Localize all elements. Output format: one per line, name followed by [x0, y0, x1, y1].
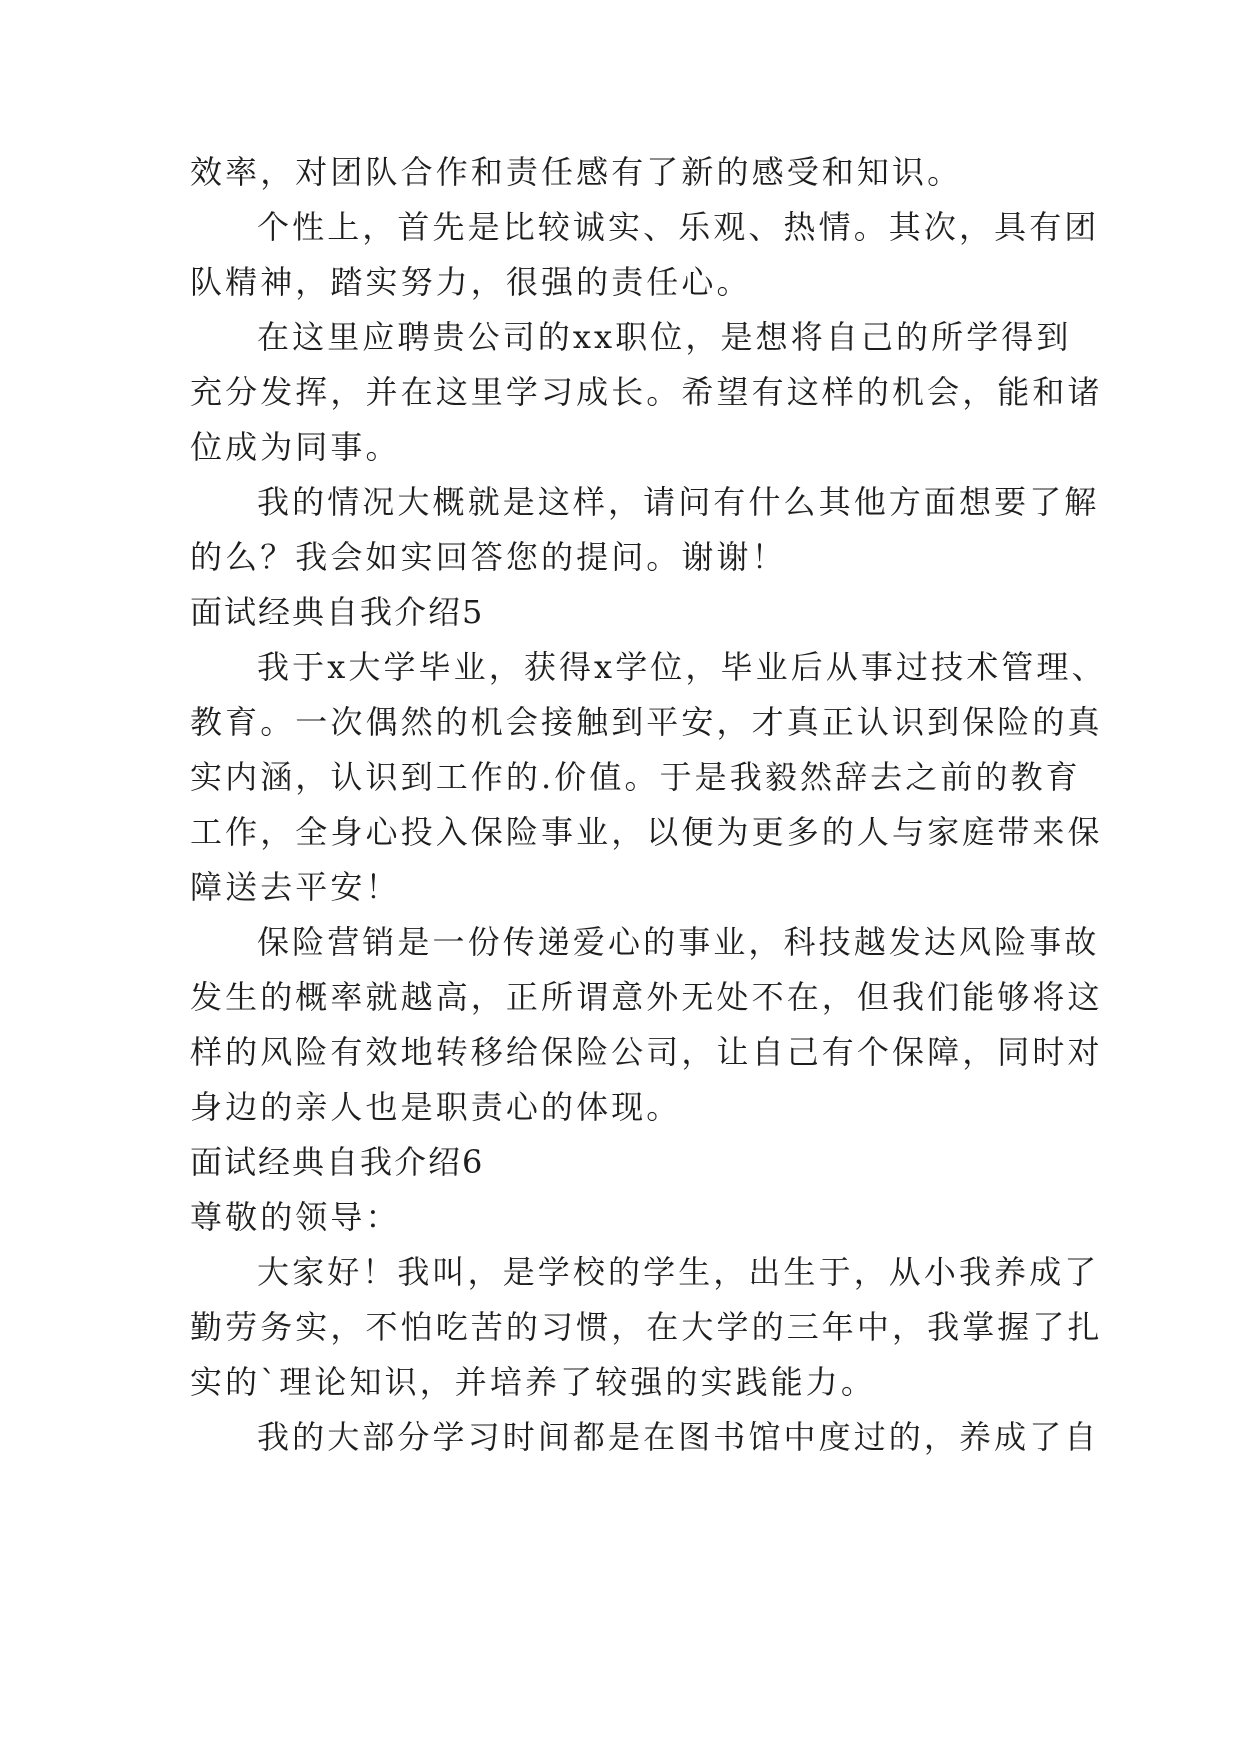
salutation: 尊敬的领导：: [190, 1198, 401, 1236]
body-text-line: 个性上，首先是比较诚实、乐观、热情。其次，具有团: [257, 208, 1100, 246]
body-text-line: 我于x大学毕业，获得x学位，毕业后从事过技术管理、: [257, 648, 1107, 686]
body-text-line: 发生的概率就越高，正所谓意外无处不在，但我们能够将这: [190, 978, 1103, 1016]
body-text-line: 勤劳务实，不怕吃苦的习惯，在大学的三年中，我掌握了扎: [190, 1308, 1103, 1346]
body-text-line: 位成为同事。: [190, 428, 401, 466]
body-text-line: 实内涵，认识到工作的.价值。于是我毅然辞去之前的教育: [190, 758, 1081, 796]
section-heading: 面试经典自我介绍5: [190, 593, 485, 631]
body-text-line: 身边的亲人也是职责心的体现。: [190, 1088, 682, 1126]
body-text-line: 充分发挥，并在这里学习成长。希望有这样的机会，能和诸: [190, 373, 1103, 411]
body-text-line: 工作，全身心投入保险事业，以便为更多的人与家庭带来保: [190, 813, 1103, 851]
body-text-line: 保险营销是一份传递爱心的事业，科技越发达风险事故: [257, 923, 1100, 961]
body-text-line: 障送去平安！: [190, 868, 401, 906]
body-text-line: 队精神，踏实努力，很强的责任心。: [190, 263, 752, 301]
section-heading: 面试经典自我介绍6: [190, 1143, 485, 1181]
body-text-line: 样的风险有效地转移给保险公司，让自己有个保障，同时对: [190, 1033, 1103, 1071]
body-text-line: 实的`理论知识，并培养了较强的实践能力。: [190, 1363, 877, 1401]
body-text-line: 的么？我会如实回答您的提问。谢谢！: [190, 538, 787, 576]
body-text-line: 我的大部分学习时间都是在图书馆中度过的，养成了自: [257, 1418, 1100, 1456]
body-text-line: 我的情况大概就是这样，请问有什么其他方面想要了解: [257, 483, 1100, 521]
body-text-line: 效率，对团队合作和责任感有了新的感受和知识。: [190, 153, 963, 191]
body-text-line: 教育。一次偶然的机会接触到平安，才真正认识到保险的真: [190, 703, 1103, 741]
body-text-line: 大家好！我叫，是学校的学生，出生于，从小我养成了: [257, 1253, 1100, 1291]
body-text-line: 在这里应聘贵公司的xx职位，是想将自己的所学得到: [257, 318, 1072, 356]
